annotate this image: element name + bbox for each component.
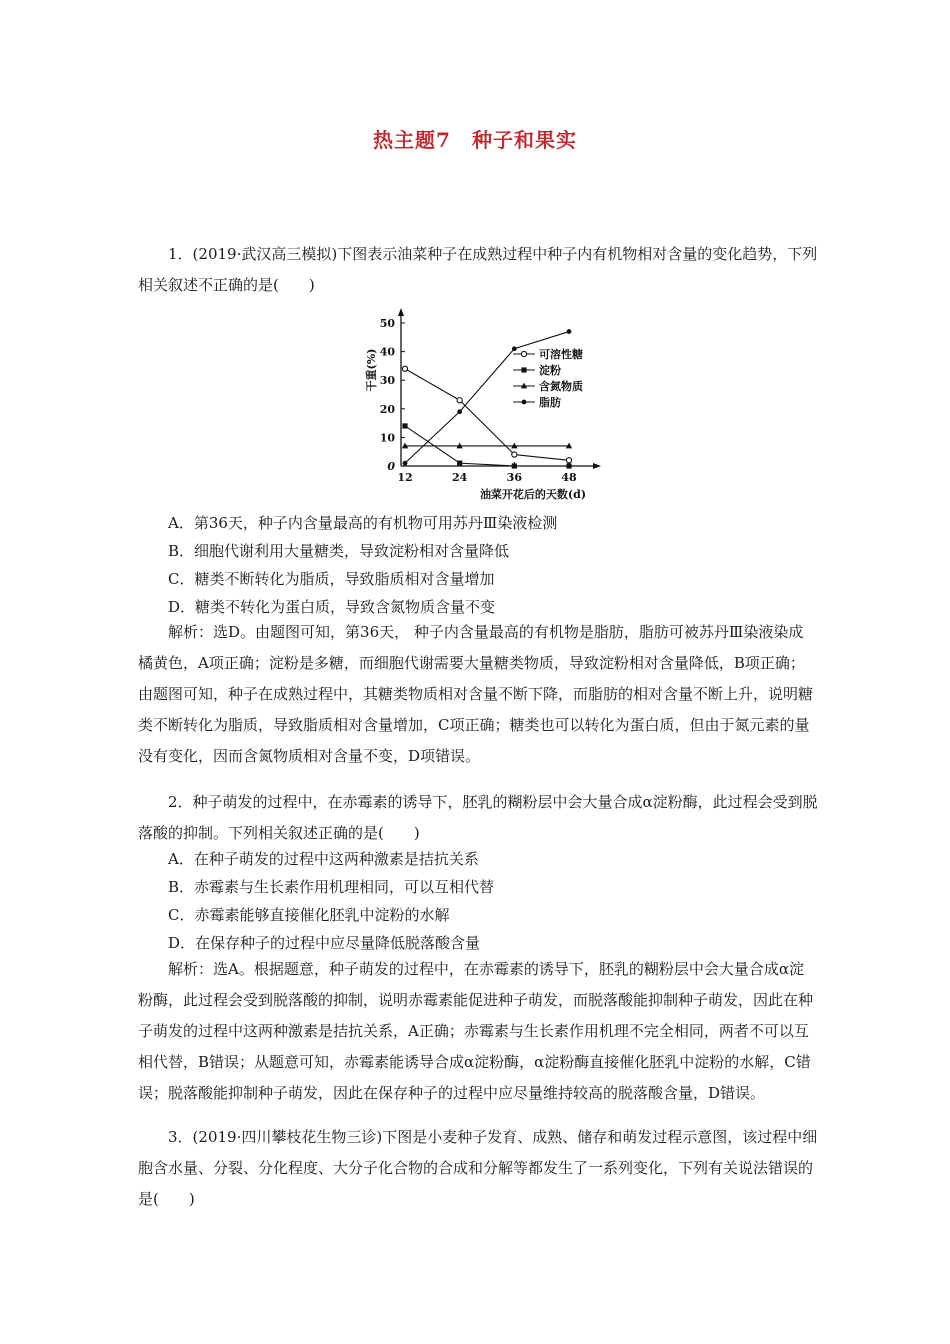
x-axis-label: 油菜开花后的天数(d): [479, 488, 587, 501]
marker-square: [566, 463, 571, 468]
marker-dot: [522, 400, 527, 405]
y-axis-label: 干重(%): [365, 348, 378, 392]
marker-open-circle: [566, 458, 571, 463]
origin-label: 0: [387, 460, 395, 473]
x-tick-label: 12: [397, 471, 413, 484]
y-tick-label: 10: [379, 431, 395, 445]
x-tick-label: 24: [452, 471, 468, 484]
q1-option-b: B．细胞代谢利用大量糖类，导致淀粉相对含量降低: [168, 542, 510, 560]
marker-square: [521, 367, 526, 372]
legend-label: 可溶性糖: [539, 348, 583, 361]
y-tick-label: 40: [379, 345, 395, 359]
y-tick-label: 50: [379, 317, 395, 330]
q1-analysis: 解析：选D。由题图可知，第36天， 种子内含量最高的有机物是脂肪，脂肪可被苏丹Ⅲ染液染成橘黄色，A项正确；淀粉是多糖，而细胞代谢需要大量糖类物质，导致淀粉相对含量降低，B项正确；由题图可知，种子在成熟过程中，其糖类物质相对含量不断下降，而脂肪的相对含量不断上升，说明糖类不断转化为脂质，导致脂质相对含量增加，C项正确；糖类也可以转化为蛋白质，但由于氮元素的量没有变化，因而含氮物质相对含量不变，D项错误。: [138, 623, 814, 765]
q1-option-a: A．第36天，种子内含量最高的有机物可用苏丹Ⅲ染液检测: [168, 514, 558, 532]
marker-dot: [457, 409, 462, 414]
y-tick-label: 30: [379, 374, 395, 388]
q2-option-d: D．在保存种子的过程中应尽量降低脱落酸含量: [168, 934, 481, 952]
marker-dot: [512, 346, 517, 351]
x-tick-label: 48: [561, 471, 577, 484]
marker-dot: [403, 461, 408, 466]
y-tick-label: 20: [379, 402, 395, 416]
q3-stem: 3．(2019·四川攀枝花生物三诊)下图是小麦种子发育、成熟、储存和萌发过程示意图，该过程中细胞含水量、分裂、分化程度、大分子化合物的合成和分解等都发生了一系列变化，下列有关说法错误的是( ): [138, 1128, 818, 1208]
marker-square: [402, 423, 407, 428]
x-tick-label: 36: [506, 471, 522, 484]
marker-open-circle: [512, 452, 517, 457]
legend-label: 含氮物质: [539, 380, 583, 393]
q2-stem: 2．种子萌发的过程中，在赤霉素的诱导下，胚乳的糊粉层中会大量合成α淀粉酶，此过程会受到脱落酸的抑制。下列相关叙述正确的是( ): [138, 793, 818, 842]
marker-open-circle: [521, 351, 526, 356]
q2-analysis: 解析：选A。根据题意，种子萌发的过程中，在赤霉素的诱导下，胚乳的糊粉层中会大量合成α淀粉酶，此过程会受到脱落酸的抑制，说明赤霉素能促进种子萌发，而脱落酸能抑制种子萌发，因此在种子萌发的过程中这两种激素是拮抗关系，A正确；赤霉素与生长素作用机理不完全相同，两者不可以互相代替，B错误；从题意可知，赤霉素能诱导合成α淀粉酶，α淀粉酶直接催化胚乳中淀粉的水解，C错误；脱落酸能抑制种子萌发，因此在保存种子的过程中应尽量维持较高的脱落酸含量，D错误。: [138, 960, 814, 1102]
legend-label: 脂肪: [539, 396, 561, 409]
q1-option-d: D．糖类不转化为蛋白质，导致含氮物质含量不变: [168, 598, 496, 616]
marker-square: [512, 463, 517, 468]
x-axis-arrow: [593, 463, 601, 469]
marker-square: [457, 461, 462, 466]
legend-label: 淀粉: [539, 364, 561, 377]
y-axis-arrow: [398, 308, 404, 316]
q1-chart: [355, 306, 655, 506]
marker-open-circle: [402, 366, 407, 371]
marker-open-circle: [457, 398, 462, 403]
q2-option-b: B．赤霉素与生长素作用机理相同，可以互相代替: [168, 878, 495, 896]
page-title: 热主题7 种子和果实: [373, 128, 577, 152]
q2-option-c: C．赤霉素能够直接催化胚乳中淀粉的水解: [168, 906, 450, 924]
q1-stem: 1．(2019·武汉高三模拟)下图表示油菜种子在成熟过程中种子内有机物相对含量的变化趋势，下列相关叙述不正确的是( ): [138, 245, 818, 294]
marker-dot: [567, 329, 572, 334]
q2-option-a: A．在种子萌发的过程中这两种激素是拮抗关系: [168, 850, 479, 868]
q1-option-c: C．糖类不断转化为脂质，导致脂质相对含量增加: [168, 570, 495, 588]
